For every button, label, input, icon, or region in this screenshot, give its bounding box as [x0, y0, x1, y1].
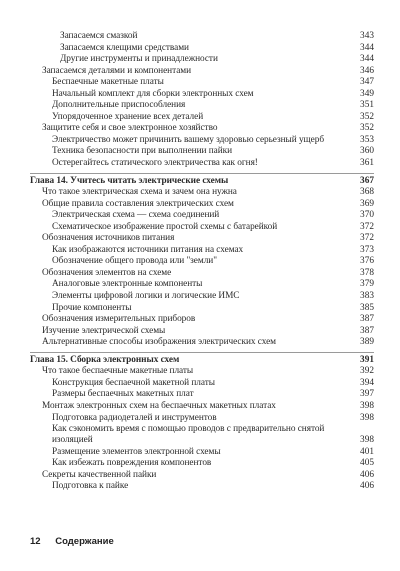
- toc-entry: [30, 245, 374, 257]
- toc-entry-page: 401: [360, 446, 374, 457]
- toc-entry: [30, 447, 374, 459]
- toc-entry: [30, 54, 374, 66]
- toc-entry-page: 373: [360, 244, 374, 255]
- toc-entry-page: 392: [360, 366, 374, 377]
- toc-entry-page: 389: [360, 337, 374, 348]
- toc-entry-title: Упорядоченное хранение всех деталей: [52, 111, 204, 122]
- toc-entry-title: Что такое беспаечные макетные платы: [42, 366, 194, 377]
- toc-entry: [30, 187, 374, 199]
- toc-entry-page: 343: [360, 31, 374, 41]
- toc-entry: [30, 135, 374, 147]
- toc-entry-title: Глава 15. Сборка электронных схем: [30, 354, 180, 365]
- page-footer: [30, 536, 114, 547]
- toc-entry: [30, 77, 374, 89]
- toc-entry-page: 361: [360, 158, 374, 169]
- toc-entry: [30, 314, 374, 326]
- toc-entry-title: Глава 14. Учитесь читать электрические схемы: [30, 175, 229, 186]
- toc-entry: [30, 337, 374, 349]
- toc-entry-title: Дополнительные приспособления: [52, 100, 186, 111]
- toc-entry: [30, 43, 374, 55]
- toc-entry-title: Подготовка радиодеталей и инструментов: [52, 412, 217, 423]
- toc-entry-title: Запасаемся смазкой: [60, 31, 138, 41]
- toc-entry: [30, 326, 374, 338]
- toc-entry-page: 351: [360, 100, 374, 111]
- toc-entry-page: 372: [360, 221, 374, 232]
- toc-entry: [30, 481, 374, 493]
- toc-entry-title: Остерегайтесь статического электричества как огня!: [52, 158, 258, 169]
- toc-entry: [30, 424, 374, 447]
- toc-entry-page: 347: [360, 77, 374, 88]
- toc-entry: [30, 123, 374, 135]
- toc-entry-page: 360: [360, 146, 374, 157]
- toc-entry-page: 376: [360, 256, 374, 267]
- toc-entry-title: Техника безопасности при выполнении пайки: [52, 146, 233, 157]
- toc-entry-title: Запасаемся клещими средствами: [60, 42, 189, 53]
- toc-entry: [30, 470, 374, 482]
- toc-entry-page: 352: [360, 111, 374, 122]
- toc-entry-page: 379: [360, 279, 374, 290]
- toc-entry-page: 398: [360, 400, 374, 411]
- toc-chapter-14: [30, 176, 374, 349]
- toc-entry-title: Элементы цифровой логики и логические ИМС: [52, 291, 240, 302]
- toc-entry-title: Конструкция беспаечной макетной платы: [52, 377, 215, 388]
- toc-entry-title: Схематическое изображение простой схемы с батарейкой: [52, 221, 278, 232]
- toc-entry-title: Аналоговые электронные компоненты: [52, 279, 203, 290]
- toc-entry-page: 405: [360, 458, 374, 469]
- toc-entry-title: Размещение элементов электронной схемы: [52, 446, 221, 457]
- toc-entry: [30, 366, 374, 378]
- toc-entry-page: 368: [360, 187, 374, 198]
- toc-entry-title: Запасаемся деталями и компонентами: [42, 65, 192, 76]
- toc-entry: [30, 31, 374, 43]
- toc-entry: [30, 256, 374, 268]
- toc-entry: [30, 413, 374, 425]
- toc-entry-page: 367: [360, 175, 374, 186]
- page-number: 12: [30, 536, 41, 547]
- toc-entry: [30, 158, 374, 170]
- toc-entry-title: Обозначения элементов на схеме: [42, 267, 172, 278]
- toc-entry-title: Подготовка к пайке: [52, 481, 129, 492]
- toc-entry-page: 349: [360, 88, 374, 99]
- toc-entry-title: Беспаечные макетные платы: [52, 77, 164, 88]
- toc-entry-title: Обозначения источников питания: [42, 233, 175, 244]
- toc-entry-title: Как изображаются источники питания на схемах: [52, 244, 244, 255]
- toc-entry: [30, 458, 374, 470]
- toc-entry: [30, 89, 374, 101]
- toc-entry-page: 398: [360, 412, 374, 423]
- toc-entry: [30, 146, 374, 158]
- toc-entry-title: Другие инструменты и принадлежности: [60, 54, 218, 65]
- toc-entry: [30, 279, 374, 291]
- toc-entry-title: Обозначения измерительных приборов: [42, 314, 196, 325]
- toc-entry: [30, 222, 374, 234]
- toc-entry-title: Общие правила составления электрических схем: [42, 198, 234, 209]
- toc-entry: [30, 303, 374, 315]
- toc-entry-page: 370: [360, 210, 374, 221]
- toc-entry-title: Изучение электрической схемы: [42, 325, 166, 336]
- divider: [30, 352, 374, 353]
- toc-entry: [30, 199, 374, 211]
- toc-entry-page: 385: [360, 302, 374, 313]
- toc-section-tools: [30, 31, 374, 170]
- toc-entry-page: 378: [360, 267, 374, 278]
- toc-chapter-heading: [30, 355, 374, 367]
- toc-entry-title: Как избежать повреждения компонентов: [52, 458, 212, 469]
- toc-entry-page: 394: [360, 377, 374, 388]
- toc-entry-title: Электрическая схема — схема соединений: [52, 210, 220, 221]
- toc-entry-page: 346: [360, 65, 374, 76]
- toc-entry-page: 406: [360, 481, 374, 492]
- toc-entry-page: 352: [360, 123, 374, 134]
- toc-entry-title: Монтаж электронных схем на беспаечных макетных платах: [42, 400, 276, 411]
- toc-entry-title: Электричество может причинить вашему здоровью серьезный ущерб: [52, 134, 325, 145]
- toc-entry: [30, 389, 374, 401]
- toc-entry-title: Начальный комплект для сборки электронных схем: [52, 88, 254, 99]
- toc-entry-page: 397: [360, 389, 374, 400]
- toc-entry-title: Секреты качественной пайки: [42, 469, 157, 480]
- toc-entry: [30, 112, 374, 124]
- toc-chapter-15: [30, 355, 374, 493]
- toc-entry-page: 383: [360, 291, 374, 302]
- toc-entry-page: 387: [360, 325, 374, 336]
- toc-chapter-heading: [30, 176, 374, 188]
- toc-entry: [30, 66, 374, 78]
- toc-entry: [30, 378, 374, 390]
- toc-entry-page: 398: [360, 435, 374, 446]
- toc-entry: [30, 268, 374, 280]
- toc-entry: [30, 100, 374, 112]
- toc-entry-title: Как сэкономить время с помощью проводов с предварительно снятой изоляцией: [52, 424, 325, 446]
- toc-entry: [30, 291, 374, 303]
- toc-entry-title: Прочие компоненты: [52, 302, 132, 313]
- toc-entry-page: 391: [360, 354, 374, 365]
- toc-entry-page: 353: [360, 134, 374, 145]
- toc-entry: [30, 401, 374, 413]
- toc-entry: [30, 210, 374, 222]
- toc-entry-title: Размеры беспаечных макетных плат: [52, 389, 194, 400]
- toc-entry: [30, 233, 374, 245]
- toc-entry-title: Обозначение общего провода или "земли": [52, 256, 217, 267]
- divider: [30, 173, 374, 174]
- running-title: Содержание: [55, 536, 114, 547]
- toc-entry-page: 406: [360, 469, 374, 480]
- toc-entry-page: 372: [360, 233, 374, 244]
- toc-entry-title: Что такое электрическая схема и зачем она нужна: [42, 187, 237, 198]
- toc-entry-title: Альтернативные способы изображения электрических схем: [42, 337, 277, 348]
- toc-entry-title: Защитите себя и свое электронное хозяйство: [42, 123, 218, 134]
- toc-entry-page: 369: [360, 198, 374, 209]
- toc-entry-page: 387: [360, 314, 374, 325]
- toc-entry-page: 344: [360, 54, 374, 65]
- toc-entry-page: 344: [360, 42, 374, 53]
- table-of-contents: [30, 31, 374, 493]
